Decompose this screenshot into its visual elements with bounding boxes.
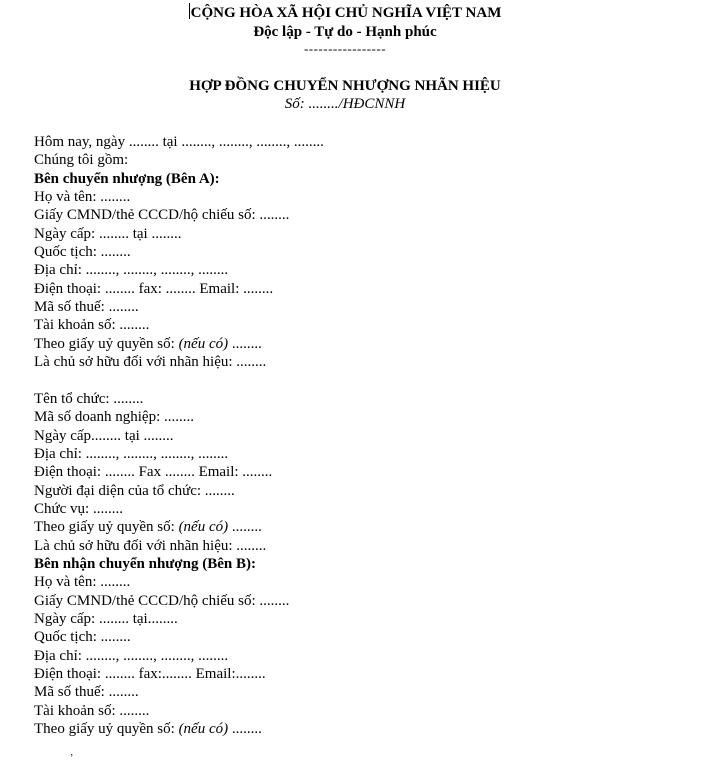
party-b-tax-code: Mã số thuế: ........ xyxy=(34,684,139,701)
party-b-account: Tài khoản số: ........ xyxy=(34,702,150,719)
text-cursor xyxy=(189,3,190,19)
party-b-nationality: Quốc tịch: ........ xyxy=(34,629,131,646)
party-a-name: Họ và tên: ........ xyxy=(34,189,131,206)
nation-title xyxy=(0,3,690,23)
party-a-owner: Là chủ sở hữu đối với nhãn hiệu: ........ xyxy=(34,354,267,371)
cut-off-text-fragment: ’ xyxy=(70,753,74,764)
header-separator: ----------------- xyxy=(303,41,387,56)
party-a-account: Tài khoản số: ........ xyxy=(34,317,150,334)
party-b-issued: Ngày cấp: ........ tại........ xyxy=(34,610,178,627)
org-business-code: Mã số doanh nghiệp: ........ xyxy=(34,409,194,426)
auth-prefix: Theo giấy uỷ quyền số: xyxy=(34,335,179,352)
party-b-name: Họ và tên: ........ xyxy=(34,574,131,591)
party-a-id: Giấy CMND/thẻ CCCD/hộ chiếu số: ........ xyxy=(34,207,290,224)
party-a-nationality: Quốc tịch: ........ xyxy=(34,244,131,261)
party-b-phone: Điện thoại: ........ fax:........ Email:........ xyxy=(34,665,266,682)
party-b-address: Địa chỉ: ........, ........, ........, ........ xyxy=(34,647,229,664)
blank-line xyxy=(34,371,694,389)
org-phone: Điện thoại: ........ Fax ........ Email: ........ xyxy=(34,464,273,481)
org-owner: Là chủ sở hữu đối với nhãn hiệu: ........ xyxy=(34,537,267,554)
party-b-id: Giấy CMND/thẻ CCCD/hộ chiếu số: ........ xyxy=(34,592,290,609)
national-header xyxy=(0,3,690,55)
party-b-authorization xyxy=(34,720,694,738)
auth-suffix: ........ xyxy=(228,519,262,536)
auth-prefix: Theo giấy uỷ quyền số: xyxy=(34,519,179,536)
motto: Độc lập - Tự do - Hạnh phúc xyxy=(253,24,437,40)
party-a-authorization xyxy=(34,335,694,353)
party-a-issued: Ngày cấp: ........ tại ........ xyxy=(34,225,182,242)
org-address: Địa chỉ: ........, ........, ........, ........ xyxy=(34,445,229,462)
auth-suffix: ........ xyxy=(228,335,262,352)
party-a-address: Địa chỉ: ........, ........, ........, ........ xyxy=(34,262,229,279)
party-a-heading: Bên chuyển nhượng (Bên A): xyxy=(34,170,220,187)
contract-title-block xyxy=(0,77,690,113)
auth-note: (nếu có) xyxy=(178,335,229,352)
contract-title: HỢP ĐỒNG CHUYỂN NHƯỢNG NHÃN HIỆU xyxy=(189,78,501,94)
nation-title-text: CỘNG HÒA XÃ HỘI CHỦ NGHĨA VIỆT NAM xyxy=(190,5,502,21)
org-representative: Người đại diện của tổ chức: ........ xyxy=(34,482,235,499)
org-authorization xyxy=(34,518,694,536)
org-position: Chức vụ: ........ xyxy=(34,500,123,517)
contract-number: Số: ......../HĐCNNH xyxy=(284,96,406,112)
parties-intro: Chúng tôi gồm: xyxy=(34,152,129,169)
party-b-heading: Bên nhận chuyển nhượng (Bên B): xyxy=(34,555,256,572)
party-a-phone: Điện thoại: ........ fax: ........ Email: ........ xyxy=(34,280,274,297)
date-line: Hôm nay, ngày ........ tại ........, ........, ........, ........ xyxy=(34,134,324,150)
org-issued: Ngày cấp........ tại ........ xyxy=(34,427,174,444)
org-name: Tên tổ chức: ........ xyxy=(34,390,144,407)
contract-body xyxy=(34,133,694,738)
auth-prefix: Theo giấy uỷ quyền số: xyxy=(34,721,179,737)
auth-note: (nếu có) xyxy=(178,519,229,536)
auth-suffix: ........ xyxy=(228,721,262,737)
auth-note: (nếu có) xyxy=(178,721,229,737)
party-a-tax-code: Mã số thuế: ........ xyxy=(34,299,139,316)
